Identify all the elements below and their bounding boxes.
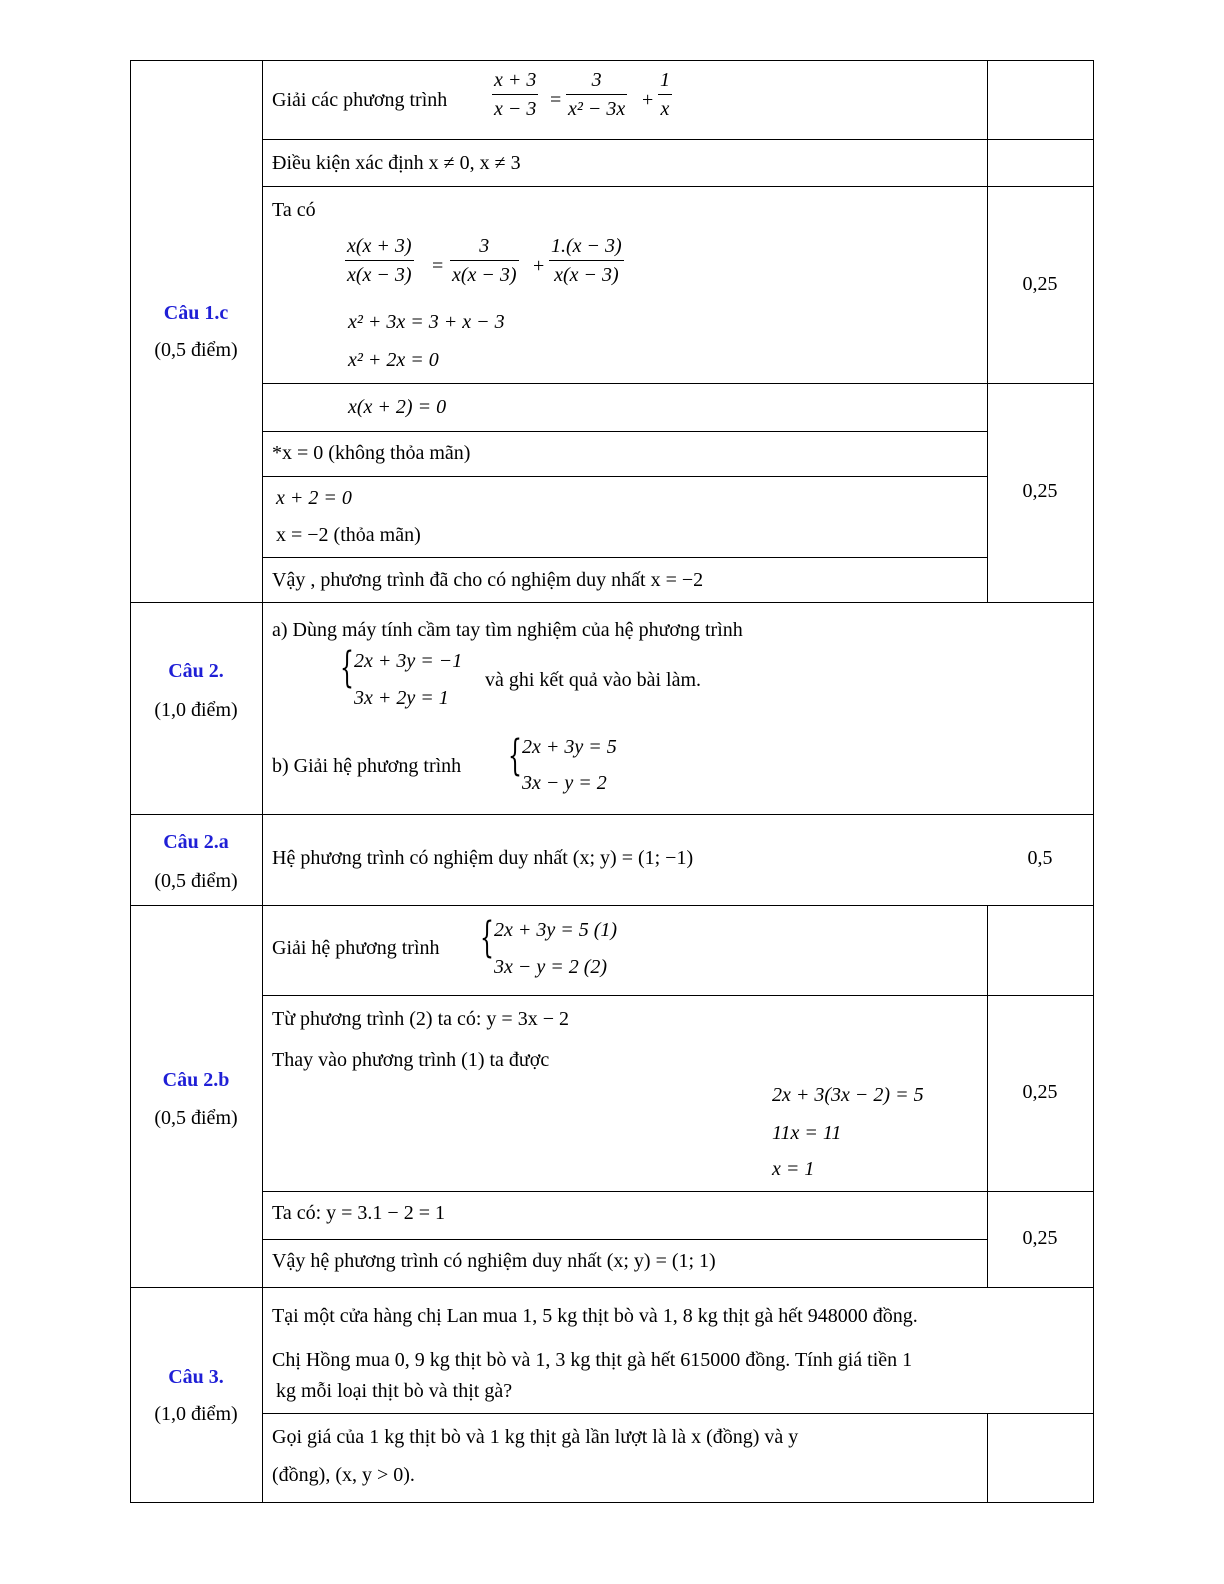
system-equation: 3x − y = 2: [522, 772, 607, 794]
question-label: Câu 3.: [168, 1366, 224, 1388]
row-divider: [130, 1287, 1094, 1288]
column-divider-label: [262, 60, 263, 1502]
score-value: 0,25: [1022, 1227, 1058, 1249]
question-points: (0,5 điểm): [154, 870, 238, 892]
case-line: x + 2 = 0: [276, 487, 352, 509]
system-brace: {: [340, 645, 354, 693]
row-divider: [262, 995, 1094, 996]
system-equation: 2x + 3y = 5 (1): [494, 919, 618, 941]
row-divider: [130, 905, 1094, 906]
fraction-numerator: 3: [450, 236, 519, 261]
row-divider: [262, 1191, 1094, 1192]
fraction-numerator: 3: [566, 70, 627, 95]
equation-step: x = 1: [772, 1158, 815, 1180]
prompt-text: Giải hệ phương trình: [272, 937, 440, 959]
question-label: Câu 2.a: [163, 831, 229, 853]
row-divider: [262, 1413, 1094, 1414]
column-divider-score: [987, 60, 988, 602]
condition-line: Điều kiện xác định x ≠ 0, x ≠ 3: [272, 152, 521, 174]
fraction: [566, 70, 627, 119]
equation-step: 2x + 3(3x − 2) = 5: [772, 1084, 924, 1106]
fraction-numerator: 1: [658, 70, 672, 95]
row-divider: [262, 383, 1094, 384]
row-divider: [262, 1239, 987, 1240]
question-label: Câu 2.b: [162, 1069, 230, 1091]
row-divider: [262, 431, 987, 432]
part-a-tail: và ghi kết quả vào bài làm.: [485, 669, 702, 691]
solution-line: Thay vào phương trình (1) ta được: [272, 1049, 550, 1071]
conclusion-line: Vậy hệ phương trình có nghiệm duy nhất (x; y) = (1; 1): [272, 1250, 716, 1272]
problem-text: kg mỗi loại thịt bò và thịt gà?: [276, 1380, 513, 1402]
fraction-numerator: x + 3: [492, 70, 538, 95]
ta-co-line: Ta có: [272, 199, 316, 221]
prompt-text: Giải các phương trình: [272, 89, 448, 111]
equals-sign: =: [432, 255, 444, 277]
row-divider: [130, 814, 1094, 815]
fraction-denominator: x² − 3x: [568, 98, 626, 120]
table-border-top: [130, 60, 1094, 61]
plus-sign: +: [533, 255, 545, 277]
problem-text: Chị Hồng mua 0, 9 kg thịt bò và 1, 3 kg thịt gà hết 615000 đồng. Tính giá tiền 1: [272, 1349, 913, 1371]
fraction-denominator: x: [660, 98, 670, 120]
fraction: [492, 70, 538, 119]
table-border-bottom: [130, 1502, 1094, 1503]
row-divider: [262, 139, 1094, 140]
question-points: (0,5 điểm): [154, 1107, 238, 1129]
fraction-denominator: x(x − 3): [452, 264, 517, 286]
question-label: Câu 2.: [168, 660, 224, 682]
equation-step: x(x + 2) = 0: [348, 396, 447, 418]
row-divider: [262, 186, 1094, 187]
solution-line: Gọi giá của 1 kg thịt bò và 1 kg thịt gà lần lượt là là x (đồng) và y: [272, 1426, 799, 1448]
fraction: [549, 236, 624, 285]
fraction-denominator: x − 3: [494, 98, 537, 120]
question-points: (0,5 điểm): [154, 339, 238, 361]
fraction: [345, 236, 414, 285]
plus-sign: +: [642, 89, 654, 111]
table-border-right: [1093, 60, 1094, 1502]
equation-step: 11x = 11: [772, 1122, 842, 1144]
question-label: Câu 1.c: [163, 302, 229, 324]
system-equation: 3x − y = 2 (2): [494, 956, 608, 978]
system-equation: 2x + 3y = 5: [522, 736, 617, 758]
row-divider: [130, 602, 1094, 603]
conclusion-line: Vậy , phương trình đã cho có nghiệm duy nhất x = −2: [272, 569, 704, 591]
fraction-denominator: x(x − 3): [554, 264, 619, 286]
question-points: (1,0 điểm): [154, 1403, 238, 1425]
case-line: *x = 0 (không thỏa mãn): [272, 442, 471, 464]
equation-step: x² + 3x = 3 + x − 3: [348, 311, 505, 333]
question-points: (1,0 điểm): [154, 699, 238, 721]
row-divider: [262, 476, 987, 477]
row-divider: [262, 557, 987, 558]
fraction-numerator: x(x + 3): [345, 236, 414, 261]
score-value: 0,25: [1022, 1081, 1058, 1103]
column-divider-score: [987, 1413, 988, 1502]
score-value: 0,25: [1022, 480, 1058, 502]
fraction: [658, 70, 672, 119]
answer-line: Hệ phương trình có nghiệm duy nhất (x; y) = (1; −1): [272, 847, 694, 869]
fraction: [450, 236, 519, 285]
fraction-denominator: x(x − 3): [347, 264, 412, 286]
table-border-left: [130, 60, 131, 1502]
system-brace: {: [508, 733, 522, 781]
system-equation: 2x + 3y = −1: [354, 650, 463, 672]
part-a-text: a) Dùng máy tính cầm tay tìm nghiệm của hệ phương trình: [272, 619, 743, 641]
equals-sign: =: [550, 89, 562, 111]
system-equation: 3x + 2y = 1: [354, 687, 449, 709]
solution-line: (đồng), (x, y > 0).: [272, 1464, 415, 1486]
solution-line: Ta có: y = 3.1 − 2 = 1: [272, 1202, 445, 1224]
score-value: 0,25: [1022, 273, 1058, 295]
system-brace: {: [480, 915, 494, 963]
part-b-text: b) Giải hệ phương trình: [272, 755, 462, 777]
case-line: x = −2 (thỏa mãn): [276, 524, 421, 546]
solution-line: Từ phương trình (2) ta có: y = 3x − 2: [272, 1008, 569, 1030]
problem-text: Tại một cửa hàng chị Lan mua 1, 5 kg thịt bò và 1, 8 kg thịt gà hết 948000 đồng.: [272, 1305, 918, 1327]
fraction-numerator: 1.(x − 3): [549, 236, 624, 261]
score-value: 0,5: [1027, 847, 1053, 869]
equation-step: x² + 2x = 0: [348, 349, 439, 371]
